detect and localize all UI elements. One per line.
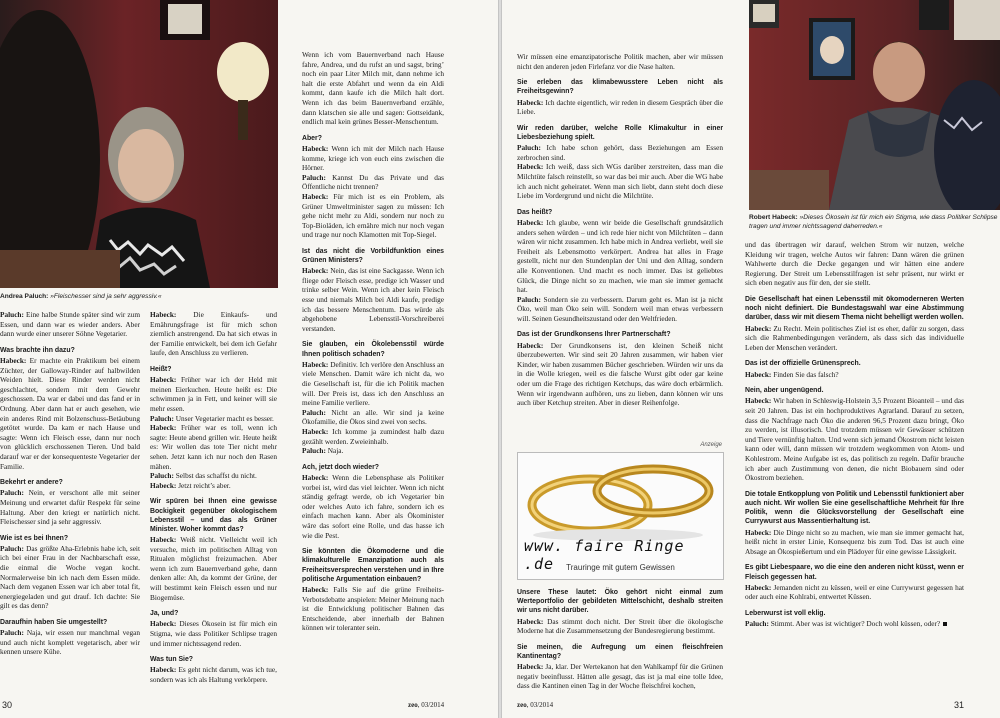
speaker-name: Habeck: [517,662,546,672]
paragraph-text: Stimmt. Aber was ist wichtiger? Doch wohl küssen, oder? [770,619,941,629]
interview-paragraph [302,144,444,173]
footer-magazine: zeo [408,701,418,709]
paragraph-text: Er machte ein Praktikum bei einem Züchter, der Galloway-Rinder auf halbwilden Weiden hielt. Diese Rinder werden nicht geschlachtet, sondern mit dem Gewehr geschossen. Da war er dabei und das fand er in Ordnung. Aber dann hat er auch gesehen, wie ein anderes Rind mit Bolzenschuss-Betäubung getötet wurde. Da kam er nach Hause und sagte: Wenn ich Fleisch esse, dann nur noch von glücklich erschossenen Tieren. Und bald darauf war er der konsequenteste Vegetarier der Familie. [0,355,140,471]
interview-paragraph [517,662,723,691]
interview-question: Ach, jetzt doch wieder? [302,463,379,471]
speaker-name: Paluch: [302,172,333,182]
paragraph-text: Wenn die Lebensphase als Politiker vorbei ist, wird das viel leichter. Wenn ich nicht ständig gefragt werde, ob ich Vegetarier bin oder welches Auto ich fahre, sondern ich es einfach machen kann. Aber als Ökominister wäre das sofort eine Rolle, und das hasse ich wie die Pest. [302,473,444,540]
speaker-name: Habeck: [745,396,774,406]
speaker-name: Habeck: [150,665,179,675]
interview-paragraph [302,173,444,192]
speaker-name: Habeck: [745,369,774,379]
interview-question: Daraufhin haben Sie umgestellt? [0,619,108,627]
interview-paragraph [517,617,723,636]
interview-paragraph [517,295,723,324]
portrait-photo-woman [0,0,278,288]
interview-paragraph [150,535,277,602]
speaker-name: Habeck: [302,427,333,437]
interview-paragraph [150,665,277,684]
speaker-name: Paluch: [745,619,771,629]
page-number-left: 30 [2,700,13,710]
interview-paragraph [517,218,723,295]
paragraph-text: Wenn ich vom Bauernverband nach Hause fahre, Andrea, und du rufst an und sagst, bring’ noch ein paar Liter Milch mit, dann nehme ich halt die erste Abfahrt und wenn da ein Aldi kommt, dann kaufe ich die Milch halt dort. Wenn ich das beim Bauernverband erzähle, dann klatschen sie alle und sagen: Gottseidank, endlich mal kein grünes Besser-Menschentum. [302,50,444,127]
interview-paragraph [0,544,140,611]
speaker-name: Habeck: [745,582,774,592]
paragraph-text: Nein, er verschont alle mit seiner Meinung und erwartet dafür Respekt für seine Haltung. Aber den kriegt er natürlich nicht. Fleischesser sind ja sehr aggressiv. [0,488,140,527]
interview-paragraph [745,396,964,482]
interview-paragraph [745,583,964,602]
paragraph-text: Nein, das ist eine Sackgasse. Wenn ich fliege oder Fleisch esse, predige ich Wasser und trinke selber Wein. Wenn ich aber kein Fleisch esse und niemals Milch bei Aldi kaufe, predige ich das bessere Menschentum. Das würde als abgehobene Lebensstil-Vorschreiberei verstanden. [302,266,444,333]
interview-question: Leberwurst ist voll eklig. [745,609,826,617]
speaker-name: Habeck: [302,143,332,153]
speaker-name: Habeck: [745,323,774,333]
interview-question: Sie meinen, die Aufregung um einen fleischfreien Kantinentag? [517,643,723,660]
interview-paragraph [302,446,444,456]
interview-paragraph [745,528,964,557]
interview-paragraph [745,370,964,380]
paragraph-text: Ich komme ja zumindest halb dazu gezählt werden. Zweieinhalb. [302,427,444,446]
speaker-name: Habeck: [517,97,546,107]
paragraph-text: Ich weiß, dass sich WGs darüber zerstreiten, dass man die Milchtüte falsch reinstellt, so war das bei mir auch. Aber die WG habe ich auch nicht geheiratet. Wenn man sich liebt, dann steht doch diese Liebe im Vordergrund und nicht die Milchtüte. [517,162,723,201]
paragraph-text: Jemanden nicht zu küssen, weil er eine Currywurst gegessen hat oder auch eine Kohlrabi, entwertet Küssen. [745,582,964,602]
interview-paragraph [0,628,140,657]
interview-paragraph [517,98,723,117]
paragraph-text: Wenn ich mit der Milch nach Hause komme, kriege ich von euch eins zwischen die Hörner. [302,143,444,173]
paragraph-text: Die Dinge nicht so zu machen, wie man sie immer gemacht hat, heißt nicht in erster Linie, Konsequenz bis zum Tod. Das ist auch eine Absage an Ökospießertum und ein Plädoyer für eine gewisse Lässigkeit. [745,527,964,556]
paragraph-text: Jetzt reicht’s aber. [178,480,231,490]
speaker-name: Habeck: [517,217,547,227]
speaker-name: Habeck: [150,480,179,490]
paragraph-text: Wir müssen eine emanzipatorische Politik machen, aber wir müssen nicht den anderen jeden Firlefanz vor die Nase halten. [517,52,723,71]
advertisement-faire-ringe[interactable] [517,452,724,580]
right-column-1 [517,52,723,408]
speaker-name: Habeck: [150,535,181,545]
paragraph-text: Ich dachte eigentlich, wir reden in diesem Gespräch über die Liebe. [517,97,723,117]
ad-label: Anzeige [700,442,722,448]
left-page [0,0,498,718]
ad-tagline: Trauringe mit gutem Gewissen [566,563,675,572]
interview-paragraph [0,488,140,526]
paragraph-text: Ich habe schon gehört, dass Beziehungen am Essen zerbrochen sind. [517,143,723,162]
interview-paragraph [517,162,723,200]
paragraph-text: Ja, klar. Der Wertekanon hat den Wahlkampf für die Grünen negativ beeinflusst. Hätten alle gesagt, das ist ja mal eine tolle Idee, dass die Kantinen einen Tag in der Woche fleischfrei kochen, [517,662,723,691]
photo-andrea-paluch [0,0,278,288]
paragraph-text: Definitiv. Ich verlöre den Anschluss an viele Menschen. Damit wäre ich nicht da, wo die Gesellschaft ist, für die ich Politik machen will. Der Preis ist, dass ich den Anschluss an meine Familie verliere. [302,359,445,408]
speaker-name: Paluch: [302,446,328,456]
speaker-name: Habeck: [302,584,334,594]
paragraph-text: Selbst das schaffst du nicht. [175,471,257,481]
speaker-name: Habeck: [302,359,331,369]
interview-question: Das heißt? [517,208,553,216]
speaker-name: Paluch: [0,488,29,498]
paragraph-text: Falls Sie auf die grüne Freiheits-Verbotsdebatte anspielen: Meiner Meinung nach ist die Entwicklung politischer Bahnen das Entscheidende, aber innerhalb der Bahnen können wir toleranter sein. [302,584,444,633]
footer-magazine: zeo [517,701,527,709]
speaker-name: Habeck: [150,375,182,385]
interview-paragraph [745,324,964,353]
interview-paragraph [302,192,444,240]
interview-question: Heißt? [150,365,172,373]
right-column-2 [745,240,964,629]
interview-question: Wie ist es bei Ihnen? [0,534,69,542]
paragraph-text: Zu Recht. Mein politisches Ziel ist es eher, dafür zu sorgen, dass sich die Rahmenbedingungen verändern, als dass sich das individuelle Leben der Menschen verändert. [745,323,964,352]
paragraph-text: Das stimmt doch nicht. Der Streit über die ökologische Moderne hat die Zusammensetzung der Bundesregierung bestimmt. [517,616,723,636]
paragraph-text: Das größte Aha-Erlebnis habe ich, seit ich bei einer Frau in der Nachbarschaft esse, die einmal die Woche vegan kocht. Normalerweise bin ich nach dem Essen müde. Nach dem veganen Essen war ich aber total fit, energiegeladen und gut drauf. Ich dachte: Sie gilt es das denn? [0,543,140,611]
interview-question: Bekehrt er andere? [0,479,63,487]
paragraph-text: und das übertragen wir darauf, welchen Strom wir nutzen, welche Kleidung wir tragen, welche Autos wir fahren: Dann wären die grünen Wahlwerte durch die Decke gegangen und wir hätten eine andere Regierung. Der Streit um Lebensstilfragen ist sehr präsent, nur wirkt er sich eben negativ aus für den, der sie stellt. [745,240,964,288]
interview-question: Das ist der offizielle Grünensprech. [745,360,861,368]
right-column-1-bottom [517,588,723,691]
speaker-name: Paluch: [517,294,544,304]
speaker-name: Habeck: [302,266,331,276]
ad-url[interactable]: www. faire Ringe .de [524,537,685,573]
interview-question: Was brachte ihn dazu? [0,346,75,354]
paragraph-text: Früher war es toll, wenn ich sagte: Heute abend grillen wir. Heute heißt es: Wir wollen das tote Tier nicht mehr sehen. Jetzt kann ich nur noch den Rasen mähen. [150,423,277,471]
caption-name: Andrea Paluch: [0,293,49,300]
paragraph-text: Finden Sie das falsch? [773,369,839,379]
interview-question: Ist das nicht die Vorbildfunktion eines Grünen Ministers? [302,247,444,265]
interview-question: Sie könnten die Ökomoderne und die klimakulturelle Emanzipation auch als Freiheitsversprechen verstehen und in Ihre politische Argumentation einbauen? [302,548,444,583]
interview-question: Sie glauben, ein Ökolebensstil würde Ihnen politisch schaden? [302,341,444,358]
paragraph-text: Dieses Ökosein ist für mich ein Stigma, wie dass Politiker Schlipse tragen und immer nichtssagend reden. [150,619,277,648]
speaker-name: Paluch: [150,471,176,481]
footer-issue: 03/2014 [530,701,554,709]
caption-quote: »Fleischesser sind ja sehr aggressiv.« [50,293,162,300]
interview-paragraph [0,356,140,471]
speaker-name: Habeck: [150,310,194,319]
interview-question: Sie erleben das klimabewusstere Leben nicht als Freiheitsgewinn? [517,79,723,96]
paragraph-text: Sondern sie zu verbessern. Darum geht es. Man ist ja nicht Öko, weil man Öko sein will. Sondern weil man etwas verbessern will. Seinen Gesundheitszustand oder den Weltfrieden. [517,294,723,323]
interview-paragraph [302,266,444,333]
photo-caption-left [0,292,278,301]
caption-quote: »Dieses Ökosein ist für mich ein Stigma, wie dass Politiker Schlipse tragen und immer nichtssagend daherreden.« [749,214,998,230]
interview-paragraph [302,473,444,540]
right-page [502,0,1000,718]
footer-issue: 03/2014 [421,701,445,709]
paragraph-text: Ich glaube, wenn wir beide die Gesellschaft grundsätzlich anders sehen würden – und ich rede hier nicht von Milchtüten – dann wären wir nicht zusammen. Ich habe mich in Andrea verliebt, weil sie Freiheit als Lebensmotto verkörpert. Andrea hat alles in Frage gestellt, nicht nur den Stundenplan der Uni und den Alltag, sondern alle Konventionen. Und macht es noch immer. Das ist geliebtes Glück, die Dinge nicht so zu machen, wie man sie immer gemacht hat. [517,217,723,295]
paragraph-text: Eine halbe Stunde später sind wir zum Essen, und dann war es wieder anders. Aber dann wurde einer unserer Söhne Vegetarier. [0,310,140,339]
speaker-name: Paluch: [302,407,332,417]
interview-paragraph [150,471,277,481]
paragraph-text: Es geht nicht darum, was ich tue, sondern was ich als Haltung verkörpere. [150,665,277,685]
left-column-3 [302,50,444,633]
interview-paragraph [745,619,964,629]
speaker-name: Habeck: [517,340,551,350]
paragraph-text: Naja, wir essen nur manchmal vegan und auch nicht komplett vegetarisch, aber wir kennen unsere Kühe. [0,628,140,657]
speaker-name: Habeck: [517,162,547,172]
interview-paragraph [302,360,444,408]
paragraph-text: Für mich ist es ein Problem, als Grüner Umweltminister sagen zu müssen: Ich gehe nicht mehr zu Aldi, sondern nur noch zu Top-Bioläden, ich ernähre mich nur noch vegan und trage nur noch Klamotten mit Top-Siegel. [302,191,444,240]
photo-caption-right [749,213,1000,231]
speaker-name: Paluch: [0,543,27,553]
interview-question: Die Gesellschaft hat einen Lebensstil mit ökomoderneren Werten noch nicht definiert. Die Bundestagswahl war eine Abstimmung darüber, dass wir mit diesem Thema nicht behelligt werden wollen. [745,295,964,322]
interview-question: Unsere These lautet: Öko gehört nicht einmal zum Werteportfolio der gebildeten Mittelschicht, deshalb streiten wir uns nicht darüber. [517,589,723,615]
interview-paragraph [517,52,723,71]
speaker-name: Habeck: [517,616,548,626]
speaker-name: Habeck: [150,423,181,433]
speaker-name: Paluch: [150,413,176,423]
photo-robert-habeck [749,0,1000,210]
interview-paragraph [302,408,444,427]
interview-question: Das ist der Grundkonsens Ihrer Partnerschaft? [517,331,671,339]
footer-right: zeo, 03/2014 [517,701,554,709]
interview-question: Aber? [302,134,322,142]
speaker-name: Habeck: [302,191,334,201]
footer-left: zeo, 03/2014 [408,701,445,709]
interview-paragraph [150,310,277,358]
interview-paragraph [302,50,444,127]
speaker-name: Paluch: [0,310,27,319]
paragraph-text: Naja. [327,446,344,456]
paragraph-text: Nicht an alle. Wir sind ja keine Ökofamilie, die Ökos sind zwei von sechs. [302,407,444,427]
speaker-name: Paluch: [0,628,27,638]
paragraph-text: Unser Vegetarier macht es besser. [175,413,274,423]
end-mark [943,622,947,626]
paragraph-text: Die Einkaufs- und Ernährungsfrage ist für mich schon ziemlich anstrengend. Da hat sich etwas in der Familie entwickelt, bei dem ich Gefahr laufe, den Anschluss zu verlieren. [150,310,277,358]
paragraph-text: Der Grundkonsens ist, den kleinen Scheiß nicht überzubewerten. Wir sind seit 20 Jahren zusammen, wir haben vier Kinder, wir haben zusammen Bücher geschrieben. Würden wir uns da in die Wolle kriegen, weil es die falsche Wurst gibt oder gar keine oder um die Frage des richtigen Ketchups, das wäre doch erbärmlich. Wenn wir irgendwann aufhören, uns zu lieben, dann können wir uns auch über Ketchup streiten. Aber in dieser Reihenfolge. [517,340,723,408]
interview-question: Ja, und? [150,610,179,618]
interview-paragraph [150,414,277,424]
speaker-name: Habeck: [745,527,774,537]
interview-question: Es gibt Liebespaare, wo die eine den anderen nicht küsst, wenn er Fleisch gegessen hat. [745,564,964,581]
interview-paragraph [302,585,444,633]
paragraph-text: Wir haben in Schleswig-Holstein 3,5 Prozent Bioanteil – und das seit 20 Jahren. Das ist ein hochproduktives Agrarland. Darauf zu setzen, dass die Nachfrage nach Öko die anderen 96,5 Prozent dazu bringt, Öko zu werden, ist illusorisch. Und trotzdem müssen wir Gewässer schützen und Tiere vernünftig halten. Und wenn sich jemand Ökostrom nicht leisten kann oder will, dann müssen wir trotzdem wegkommen von Atom- und Kohlestrom. Meine Aufgabe ist es, das politisch zu regeln. Dafür brauche ich aber auch Zustimmung von denen, die nicht Biobauern sind oder Ökostrom beziehen. [745,396,964,483]
left-column-2 [150,310,277,685]
speaker-name: Paluch: [517,143,547,153]
interview-question: Wir spüren bei Ihnen eine gewisse Bockigkeit gegenüber ökologischem Lebensstil – und das als Grüner Minister. Woher kommt das? [150,498,277,533]
speaker-name: Habeck: [150,619,180,629]
portrait-photo-man [749,0,1000,210]
paragraph-text: Früher war ich der Held mit meinen Eierkuchen. Heute heißt es: Die schwimmen ja in Fett, und keiner will sie mehr essen. [150,375,277,413]
interview-question: Die totale Entkopplung von Politik und Lebensstil funktioniert aber auch nicht. Wir wollen Sie eine gesellschaftliche Mehrheit für Ihre Politik, wenn die Glücksvorstellung der Gesellschaft eine Currywurst aus Massentierhaltung ist. [745,490,964,526]
page-number-right: 31 [954,700,965,710]
paragraph-text: Weiß nicht. Vielleicht weil ich versuche, mich im politischen Alltag von Ritualen möglichst freizumachen. Aber wenn ich zum Bauernverband gehe, dann denken alle: Ah, da kommt der Grüne, der will bestimmt kein Fleisch essen und nur Biogemüse. [150,535,277,602]
interview-question: Was tun Sie? [150,656,194,664]
interview-paragraph [517,143,723,162]
speaker-name: Habeck: [302,473,333,482]
interview-paragraph [150,481,277,491]
interview-paragraph [150,375,277,413]
paragraph-text: Kannst Du das Private und das Öffentliche nicht trennen? [302,172,444,192]
caption-name: Robert Habeck: [749,214,798,221]
interview-paragraph [517,341,723,408]
interview-paragraph [302,427,444,446]
interview-paragraph [150,619,277,648]
left-column-1 [0,310,140,657]
speaker-name: Habeck: [0,355,30,365]
interview-question: Nein, aber ungenügend. [745,387,824,395]
interview-paragraph [745,240,964,288]
interview-paragraph [0,310,140,339]
interview-paragraph [150,423,277,471]
interview-question: Wir reden darüber, welche Rolle Klimakultur in einer Liebesbeziehung spielt. [517,124,723,141]
